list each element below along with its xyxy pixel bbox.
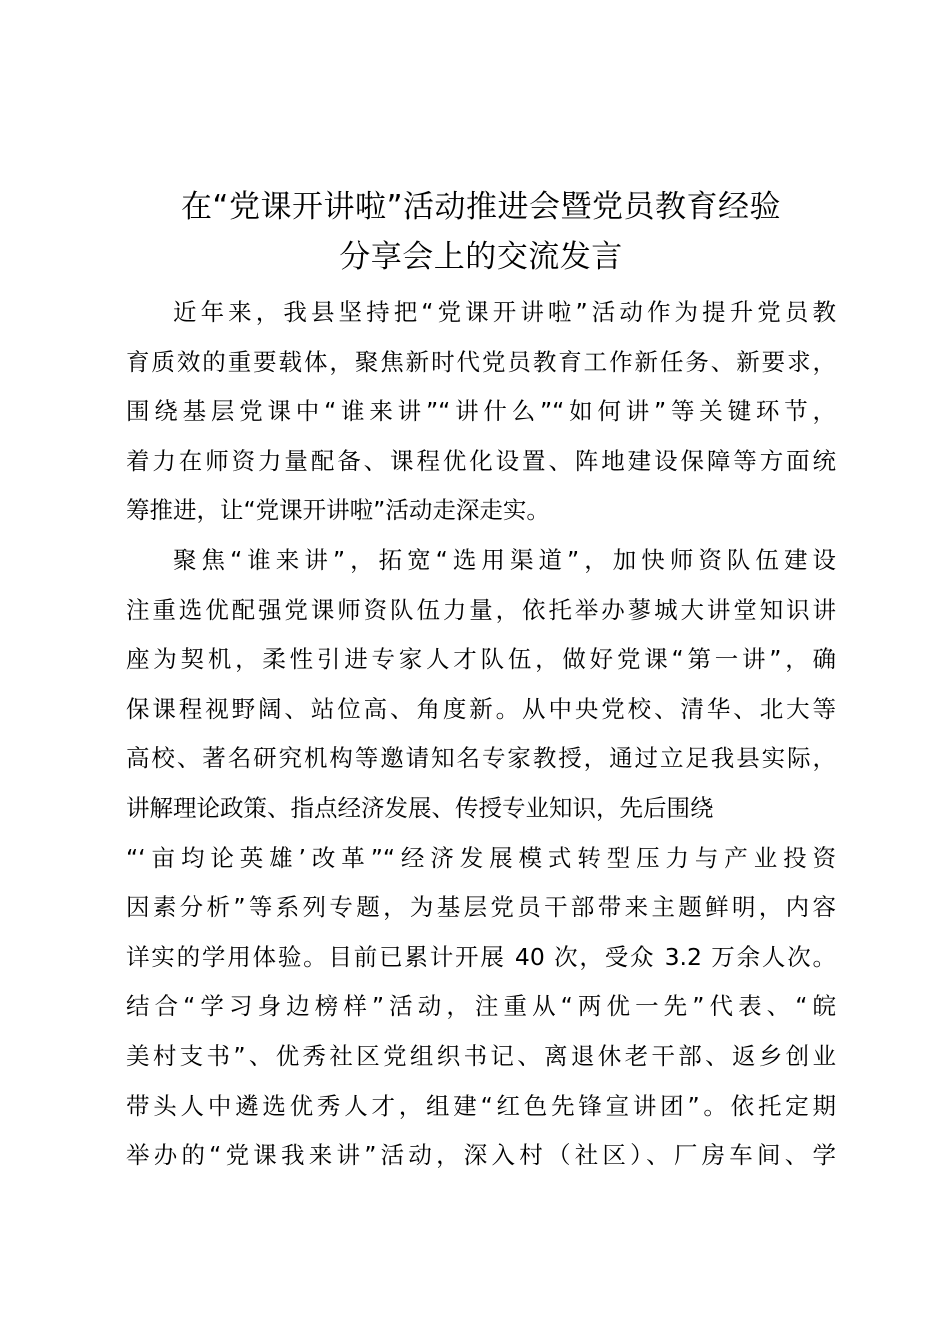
paragraph-line: 近年来，我县坚持把“党课开讲啦”活动作为提升党员教 xyxy=(173,298,836,326)
title-line-1: 在“党课开讲啦”活动推进会暨党员教育经验 xyxy=(180,189,782,225)
paragraph-line: 筹推进，让“党课开讲啦”活动走深走实。 xyxy=(126,496,550,525)
document-title xyxy=(126,182,836,282)
paragraph-line: 带头人中遴选优秀人才，组建“红色先锋宣讲团”。依托定期 xyxy=(126,1091,836,1120)
paragraph-line: 结合“学习身边榜样”活动，注重从“两优一先”代表、“皖 xyxy=(126,992,836,1021)
document-body xyxy=(126,288,836,1181)
paragraph-line: 聚焦“谁来讲”，拓宽“选用渠道”，加快师资队伍建设 xyxy=(173,545,836,574)
paragraph-line: 详实的学用体验。目前已累计开展 40 次，受众 3.2 万余人次。 xyxy=(126,942,836,971)
paragraph-line: 育质效的重要载体，聚焦新时代党员教育工作新任务、新要求， xyxy=(126,347,836,376)
paragraph-line: 围绕基层党课中“谁来讲”“讲什么”“如何讲”等关键环节， xyxy=(126,397,836,426)
paragraph-line: 讲解理论政策、指点经济发展、传授专业知识，先后围绕 xyxy=(126,793,714,822)
document-page xyxy=(126,182,836,1181)
paragraph-line: 因素分析”等系列专题，为基层党员干部带来主题鲜明，内容 xyxy=(126,893,836,922)
paragraph-line: 高校、著名研究机构等邀请知名专家教授，通过立足我县实际， xyxy=(126,744,836,773)
paragraph-line: 美村支书”、优秀社区党组织书记、离退休老干部、返乡创业 xyxy=(126,1041,836,1070)
paragraph-line: 座为契机，柔性引进专家人才队伍，做好党课“第一讲”，确 xyxy=(126,645,836,674)
paragraph-line: “‘亩均论英雄’改革”“经济发展模式转型压力与产业投资 xyxy=(126,843,836,872)
paragraph-line: 注重选优配强党课师资队伍力量，依托举办蓼城大讲堂知识讲 xyxy=(126,595,836,624)
paragraph-line: 保课程视野阔、站位高、角度新。从中央党校、清华、北大等 xyxy=(126,694,836,723)
paragraph-line: 着力在师资力量配备、课程优化设置、阵地建设保障等方面统 xyxy=(126,446,836,475)
paragraph-line: 举办的“党课我来讲”活动，深入村（社区）、厂房车间、学 xyxy=(126,1141,836,1170)
title-line-2: 分享会上的交流发言 xyxy=(339,239,623,275)
